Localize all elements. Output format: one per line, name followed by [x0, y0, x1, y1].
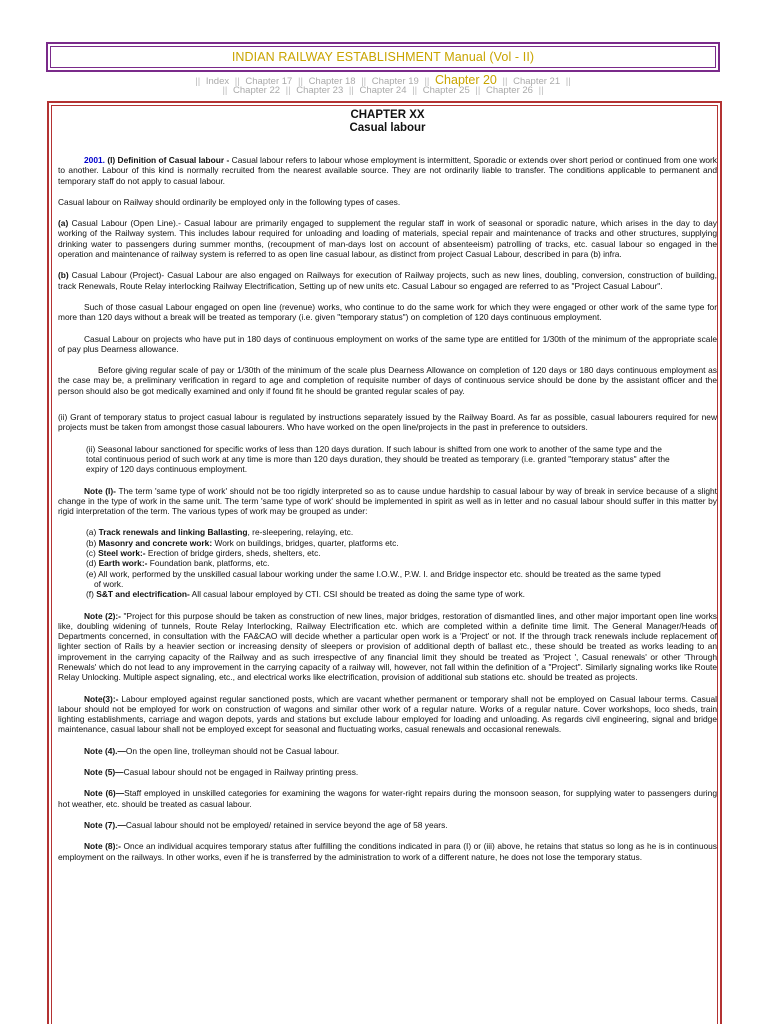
nav-link-chapter-20-current[interactable]: Chapter 20 [435, 73, 497, 87]
note-text: Labour employed against regular sanctioned posts, which are vacant whether permanent or temporary shall not be employed on Casual labour terms. Casual labour should not be employed for work on construction of wagons and similar other work of a regular nature. Works of a regular nature. Cover workshops, loco sheds, train lighting establishments, carriage and wagon depots, yards and stations but exclude labour employed for loading and unloading. As regards civil engineering, signal and bridge maintenance, casual labour shall not be employed except for seasonal and fluctuating works, casual renewals and occasional renewals. [58, 693, 717, 735]
note-4 [58, 746, 717, 756]
chapter-nav-row-2 [46, 85, 720, 97]
note-label: Note (7).— [84, 819, 126, 830]
list-item: (e) All work, performed by the unskilled casual labour working under the same I.O.W., P.W. I. and Bridge inspector etc. should be treated as the same typed of work. [86, 568, 661, 589]
note-8 [58, 841, 717, 862]
note-7 [58, 820, 717, 830]
note-2 [58, 611, 717, 683]
note-text: Casual labour should not be engaged in Railway printing press. [123, 767, 359, 778]
note-text: The term 'same type of work' should not be too rigidly interpreted so as to cause undue hardship to casual labour by way of break in service because of a slight change in the type of work in the same unit. The term 'same type of work' should be implemented in spirit as well as in letter and no casual labour should suffer in this matter by rigid interpretation of the term. The various types of work may be grouped as under: [58, 485, 717, 517]
para-number: 2001. [84, 155, 105, 165]
note-label: Note (2):- [84, 610, 121, 621]
para-label: (a) [58, 218, 69, 229]
note-text: Staff employed in unskilled categories for examining the wagons for water-right repairs during the monsoon season, for supplying water to passengers during hot weather, etc. should be treated as casual labour. [58, 788, 717, 809]
nav-link-chapter-18[interactable]: Chapter 18 [308, 76, 356, 87]
note-label: Note (8):- [84, 841, 121, 852]
nav-link-chapter-22[interactable]: Chapter 22 [233, 85, 281, 96]
note-1 [58, 486, 717, 517]
nav-link-chapter-19[interactable]: Chapter 19 [371, 76, 419, 87]
nav-separator: || [412, 85, 418, 96]
para-2001 [58, 155, 717, 186]
note-text: Once an individual acquires temporary status after fulfilling the conditions indicated in para (I) or (iii) above, he retains that status so long as he is in continuous employment on the railways. In other works, even if he is transferred by the administration to work of a different nature, he does not lose the temporary status. [58, 841, 717, 862]
nav-link-chapter-23[interactable]: Chapter 23 [296, 85, 344, 96]
note-text: On the open line, trolleyman should not be Casual labour. [125, 745, 340, 756]
para-project-180-days: Casual Labour on projects who have put in 180 days of continuous employment on works of the same type are entitled for 1/30th of the minimum of the appropriate scale of pay plus Dearness allowance. [58, 333, 717, 354]
nav-link-chapter-26[interactable]: Chapter 26 [485, 85, 533, 96]
para-ii-grant: (ii) Grant of temporary status to project casual labour is regulated by instructions separately issued by the Railway Board. As far as possible, casual labourers required for new projects must be taken from amongst those casual labourers. Who have worked on the open line/projects in the past in preference to outsiders. [58, 412, 717, 433]
nav-separator: || [565, 76, 571, 87]
para-a-open-line [58, 218, 717, 259]
para-text: Casual labour refers to labour whose employment is intermittent, Sporadic or extends over short period or continued from one work to another. Labour of this kind is normally recruited from the nearest available source. They are not ordinarily liable to transfer. The conditions applicable to permanent and temporary staff do not apply to casual labour. [58, 155, 717, 186]
nav-link-chapter-21[interactable]: Chapter 21 [513, 76, 561, 87]
para-heading: (I) Definition of Casual labour - [107, 155, 230, 165]
nav-separator: || [348, 85, 354, 96]
chapter-body [58, 109, 717, 873]
nav-separator: || [195, 76, 201, 87]
nav-link-index[interactable]: Index [205, 76, 230, 87]
note-5 [58, 767, 717, 777]
para-text: Casual Labour (Project)- Casual Labour are also engaged on Railways for execution of Railway projects, such as new lines, doubling, conversion, construction of building, track Renewals, Route Relay interlocking Railway Electrification, Setting up of new units etc. Casual Labour so engaged are referred to as "Project Casual Labour". [58, 270, 717, 291]
nav-separator: || [502, 76, 508, 87]
list-item: (f) S&T and electrification- All casual labour employed by CTI. CSI should be treated as doing the same type of work. [86, 589, 525, 600]
note-text: Casual labour should not be employed/ retained in service beyond the age of 58 years. [125, 819, 448, 830]
note-label: Note (4).— [84, 745, 126, 756]
nav-separator: || [297, 76, 303, 87]
para-ii-seasonal: (ii) Seasonal labour sanctioned for specific works of less than 120 days duration. If such labour is shifted from one work to another of the same type and the total continuous period of such work at any time is more than 120 days duration, they should be treated as temporary (i.e. granted "temporary status" after the expiry of 120 days continuous employment. [86, 443, 670, 475]
nav-separator: || [285, 85, 291, 96]
nav-separator: || [538, 85, 544, 96]
note-3 [58, 694, 717, 735]
chapter-content-frame [47, 101, 722, 1024]
chapter-number: CHAPTER XX [350, 109, 425, 121]
note-6 [58, 788, 717, 809]
para-temporary-status: Such of those casual Labour engaged on open line (revenue) works, who continue to do the same work for which they were engaged or other work of the same type for more than 120 days without a break will be treated as temporary (i.e. given "temporary status") on completion of 120 days continuous employment. [58, 301, 717, 323]
nav-separator: || [424, 76, 430, 87]
list-item: (c) Steel work:- Erection of bridge girders, sheds, shelters, etc. [86, 548, 321, 559]
para-label: (b) [58, 270, 69, 281]
nav-link-chapter-24[interactable]: Chapter 24 [359, 85, 407, 96]
nav-link-chapter-25[interactable]: Chapter 25 [422, 85, 470, 96]
list-item: (a) Track renewals and linking Ballasting, re-sleepering, relaying, etc. [86, 527, 354, 538]
note-label: Note (6)— [84, 788, 125, 799]
para-verification: Before giving regular scale of pay or 1/30th of the minimum of the scale plus Dearness Allowance on completion of 120 days or 180 days continuous employment as the case may be, a preliminary verification in regard to age and completion of requisite number of days of continuous service should be done by the assistant officer and the person should also be got medically examined and only if found fit he should be granted regular scales of pay. [58, 365, 717, 396]
chapter-title: Casual labour [349, 122, 426, 134]
note-label: Note (I)- [84, 485, 116, 496]
manual-title: INDIAN RAILWAY ESTABLISHMENT Manual (Vol - II) [231, 50, 535, 64]
work-type-list [58, 527, 717, 599]
list-item: (b) Masonry and concrete work: Work on buildings, bridges, quarter, platforms etc. [86, 537, 399, 548]
para-types-intro: Casual labour on Railway should ordinarily be employed only in the following types of cases. [58, 196, 401, 207]
nav-separator: || [475, 85, 481, 96]
nav-separator: || [361, 76, 367, 87]
note-label: Note(3):- [84, 693, 119, 704]
note-label: Note (5)— [84, 767, 124, 778]
nav-separator: || [234, 76, 240, 87]
nav-separator: || [222, 85, 228, 96]
nav-link-chapter-17[interactable]: Chapter 17 [245, 76, 293, 87]
para-b-project [58, 270, 717, 291]
note-text: "Project for this purpose should be taken as construction of new lines, major bridges, restoration of dismantled lines, and other major important open line works like, doubling widening of tunnels, Route Relay Interlocking, Railway Electrification etc. which are completed within a definite time limit. The General Manager/Heads of Departments concerned, in consultation with the FA&CAO will decide whether a particular open work is a 'Project' or not. If the through track renewals include replacement of lighter section of Rails by a heavier section or increasing density of sleepers or provision of additional depth of ballast etc., these should be treated as works leading to an improvement in the carrying capacity of the Railway and as such irrespective of any financial limit they should be treated as 'Project ', Casual renewals' or other 'Through Renewals' which do not lead to any improvement in the carrying capacity of a railway will, however, not fall within the definition of a "Project". Similarly signaling works like Route Relay Unlocking. Multiple aspect signaling, etc., and electrical works like electrification, provision of additional sub stations etc. should be treated as projects. [58, 610, 717, 683]
manual-header [46, 42, 720, 72]
list-item: (d) Earth work:- Foundation bank, platforms, etc. [86, 558, 270, 569]
para-text: Casual Labour (Open Line).- Casual labour are primarily engaged to supplement the regular staff in work of seasonal or sporadic nature, which arises in the day to day working of the Railway system. This includes labour required for unloading and loading of materials, special repair and maintenance of tracks and other structures, supplying drinking water to passengers during summer months, (recoupment of man-days lost on account of absenteeism) patrolling of tracks, etc. casual labour so engaged in the operation and maintenance of railway system is referred to as open line casual labour, as distinct from project Casual Labour, described in para (b) infra. [58, 218, 717, 260]
